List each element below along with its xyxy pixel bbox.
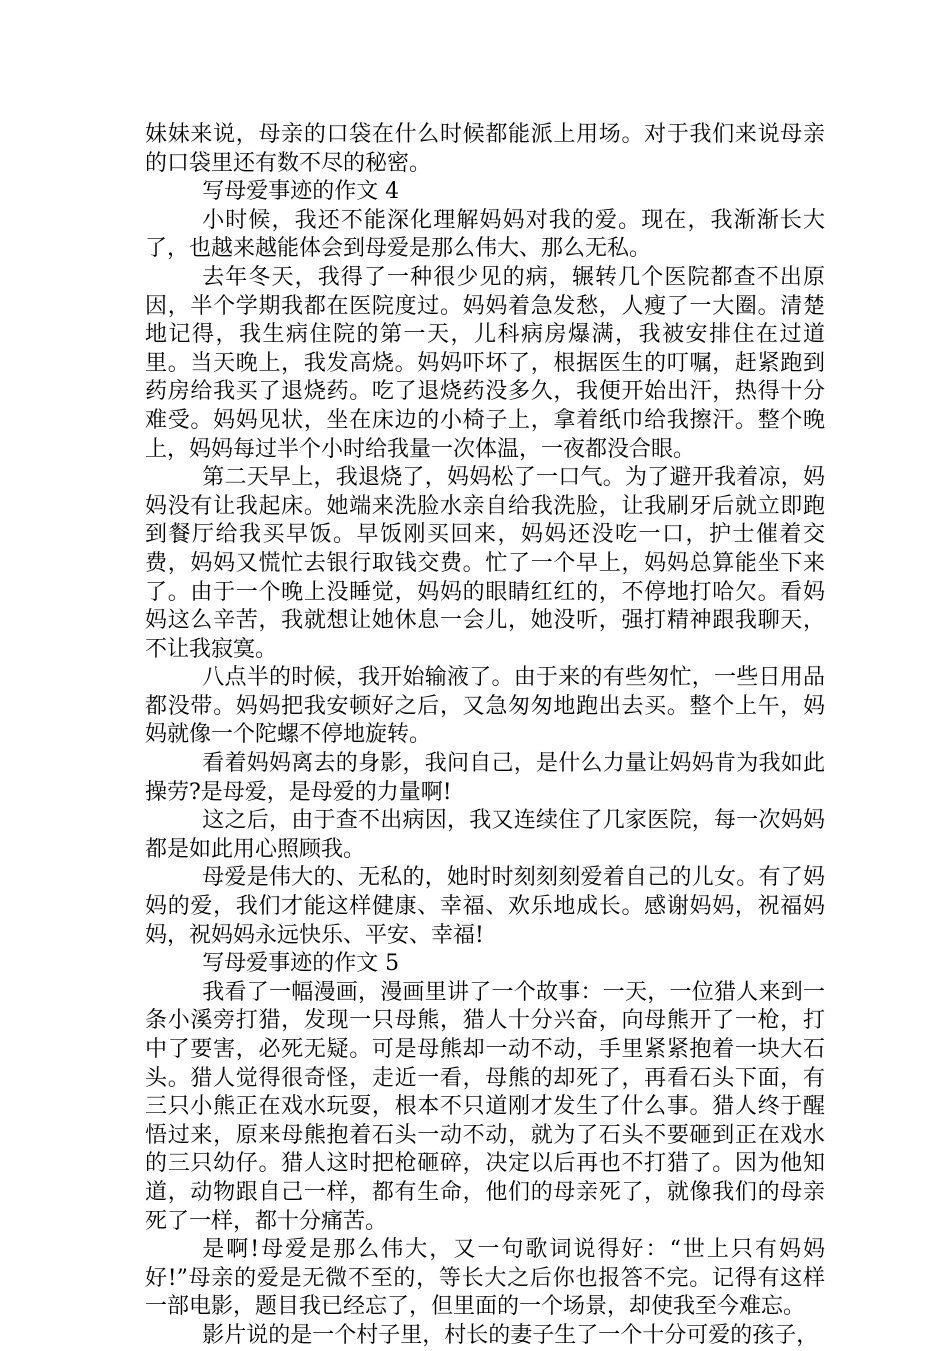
section-heading-4: 写母爱事迹的作文 4 [202, 179, 400, 205]
paragraph: 看着妈妈离去的身影，我问自己，是什么力量让妈妈肯为我如此操劳?是母爱，是母爱的力量啊! [145, 751, 825, 805]
paragraph: 去年冬天，我得了一种很少见的病，辗转几个医院都查不出原因，半个学期我都在医院度过。妈妈着急发愁，人瘦了一大圈。清楚地记得，我生病住院的第一天，儿科病房爆满，我被安排住在过道里。当天晚上，我发高烧。妈妈吓坏了，根据医生的叮嘱，赶紧跑到药房给我买了退烧药。吃了退烧药没多久，我便开始出汗，热得十分难受。妈妈见状，坐在床边的小椅子上，拿着纸巾给我擦汗。整个晚上，妈妈每过半个小时给我量一次体温，一夜都没合眼。 [145, 264, 825, 462]
paragraph: 是啊!母爱是那么伟大，又一句歌词说得好：“世上只有妈妈好!”母亲的爱是无微不至的，等长大之后你也报答不完。记得有这样一部电影，题目我已经忘了，但里面的一个场景，却使我至今难忘。 [145, 1237, 825, 1320]
document-page [145, 121, 825, 1351]
paragraph-continuation: 妹妹来说，母亲的口袋在什么时候都能派上用场。对于我们来说母亲的口袋里还有数不尽的秘密。 [145, 122, 825, 176]
section-heading-5: 写母爱事迹的作文 5 [202, 951, 400, 977]
paragraph: 小时候，我还不能深化理解妈妈对我的爱。现在，我渐渐长大了，也越来越能体会到母爱是那么伟大、那么无私。 [145, 207, 825, 262]
paragraph: 八点半的时候，我开始输液了。由于来的有些匆忙，一些日用品都没带。妈妈把我安顿好之后，又急匆匆地跑出去买。整个上午，妈妈就像一个陀螺不停地旋转。 [145, 665, 825, 748]
paragraph: 母爱是伟大的、无私的，她时时刻刻刻爱着自己的儿女。有了妈妈的爱，我们才能这样健康、幸福、欢乐地成长。感谢妈妈，祝福妈妈，祝妈妈永远快乐、平安、幸福! [145, 865, 825, 948]
paragraph: 这之后，由于查不出病因，我又连续住了几家医院，每一次妈妈都是如此用心照顾我。 [145, 808, 825, 862]
paragraph: 影片说的是一个村子里，村长的妻子生了一个十分可爱的孩子， [202, 1322, 819, 1348]
paragraph: 第二天早上，我退烧了，妈妈松了一口气。为了避开我着凉，妈妈没有让我起床。她端来洗脸水亲自给我洗脸，让我刷牙后就立即跑到餐厅给我买早饭。早饭刚买回来，妈妈还没吃一口，护士催着交费，妈妈又慌忙去银行取钱交费。忙了一个早上，妈妈总算能坐下来了。由于一个晚上没睡觉，妈妈的眼睛红红的，不停地打哈欠。看妈妈这么辛苦，我就想让她休息一会儿，她没听，强打精神跟我聊天，不让我寂寞。 [145, 465, 825, 662]
paragraph: 我看了一幅漫画，漫画里讲了一个故事：一天，一位猎人来到一条小溪旁打猎，发现一只母熊，猎人十分兴奋，向母熊开了一枪，打中了要害，必死无疑。可是母熊却一动不动，手里紧紧抱着一块大石头。猎人觉得很奇怪，走近一看，母熊的却死了，再看石头下面，有三只小熊正在戏水玩耍，根本不只道刚才发生了什么事。猎人终于醒悟过来，原来母熊抱着石头一动不动，就为了石头不要砸到正在戏水的三只幼仔。猎人这时把枪砸碎，决定以后再也不打猎了。因为他知道，动物跟自己一样，都有生命，他们的母亲死了，就像我们的母亲死了一样，都十分痛苦。 [145, 979, 825, 1234]
